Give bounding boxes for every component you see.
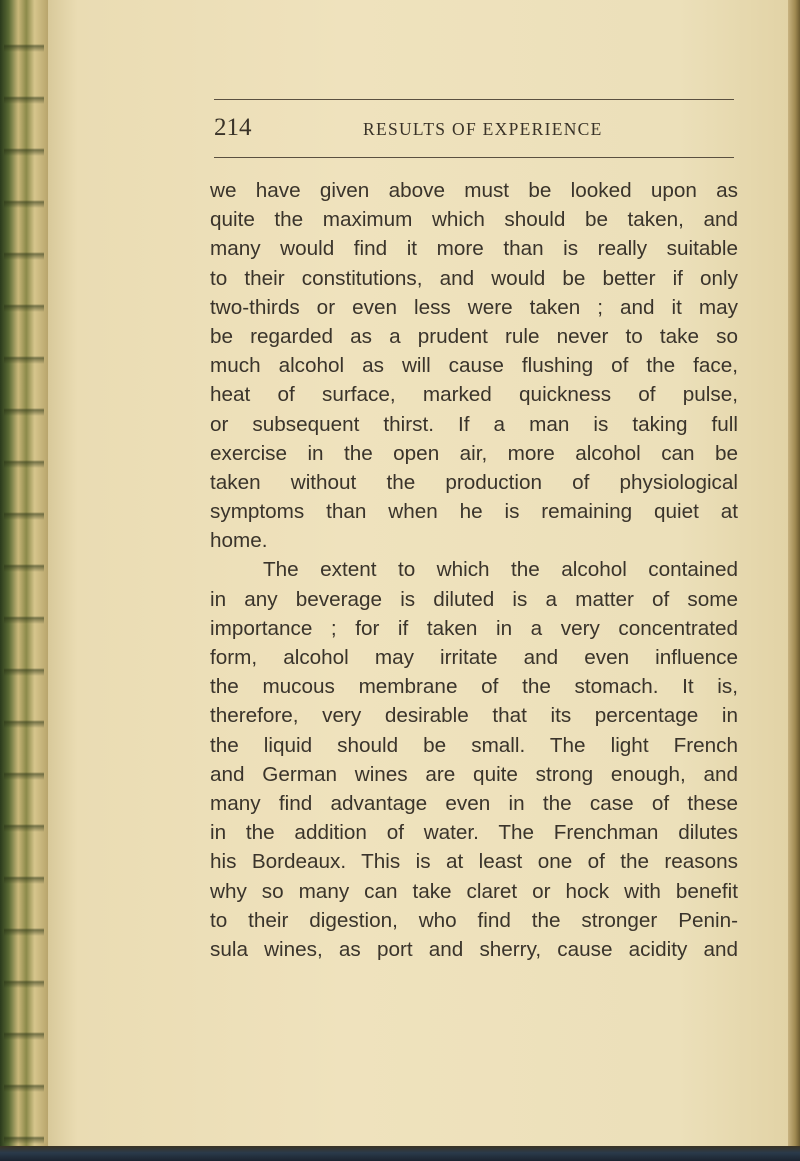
text-line: the mucous membrane of the stomach. It is, [210,675,738,699]
text-line: be regarded as a prudent rule never to take so [210,324,738,348]
text-line: symptoms than when he is remaining quiet at [210,500,738,524]
page-right-edge [788,0,800,1161]
text-line: form, alcohol may irritate and even influence [210,646,738,669]
text-line: or subsequent thirst. If a man is taking full [210,412,738,436]
text-line: why so many can take claret or hock with benefit [210,879,738,903]
text-line: many find advantage even in the case of these [210,791,738,815]
body-text [210,176,738,964]
text-line: quite the maximum which should be taken, and [210,208,738,232]
text-line: importance ; for if taken in a very concentrated [210,616,738,640]
header-rule [214,157,734,158]
text-line: therefore, very desirable that its percentage in [210,704,738,728]
text-line: home. [210,529,268,553]
book-binding [0,0,48,1161]
text-line: taken without the production of physiological [210,470,738,494]
text-line: exercise in the open air, more alcohol can be [210,441,738,465]
binding-texture [4,0,44,1161]
page-bottom-edge [0,1146,800,1161]
text-line: heat of surface, marked quickness of pulse, [210,383,738,407]
text-line: sula wines, as port and sherry, cause acidity and [210,937,738,961]
text-line: two-thirds or even less were taken ; and it may [210,295,738,319]
text-line: and German wines are quite strong enough, and [210,762,738,786]
text-line: his Bordeaux. This is at least one of the reasons [210,850,738,874]
paragraph [210,555,738,964]
text-line: in any beverage is diluted is a matter of some [210,587,738,611]
text-line: to their digestion, who find the stronger Penin- [210,908,738,932]
text-line: The extent to which the alcohol contained [263,558,738,582]
text-line: in the addition of water. The Frenchman dilutes [210,821,738,845]
text-line: the liquid should be small. The light French [210,733,738,757]
text-line: we have given above must be looked upon as [210,179,738,202]
top-rule [214,99,734,100]
text-line: much alcohol as will cause flushing of the face, [210,354,738,378]
page-header [214,112,734,144]
text-line: many would find it more than is really suitable [210,237,738,261]
page-number: 214 [214,114,252,141]
paragraph [210,176,738,555]
running-title: RESULTS OF EXPERIENCE [363,119,603,139]
text-line: to their constitutions, and would be better if only [210,266,738,290]
